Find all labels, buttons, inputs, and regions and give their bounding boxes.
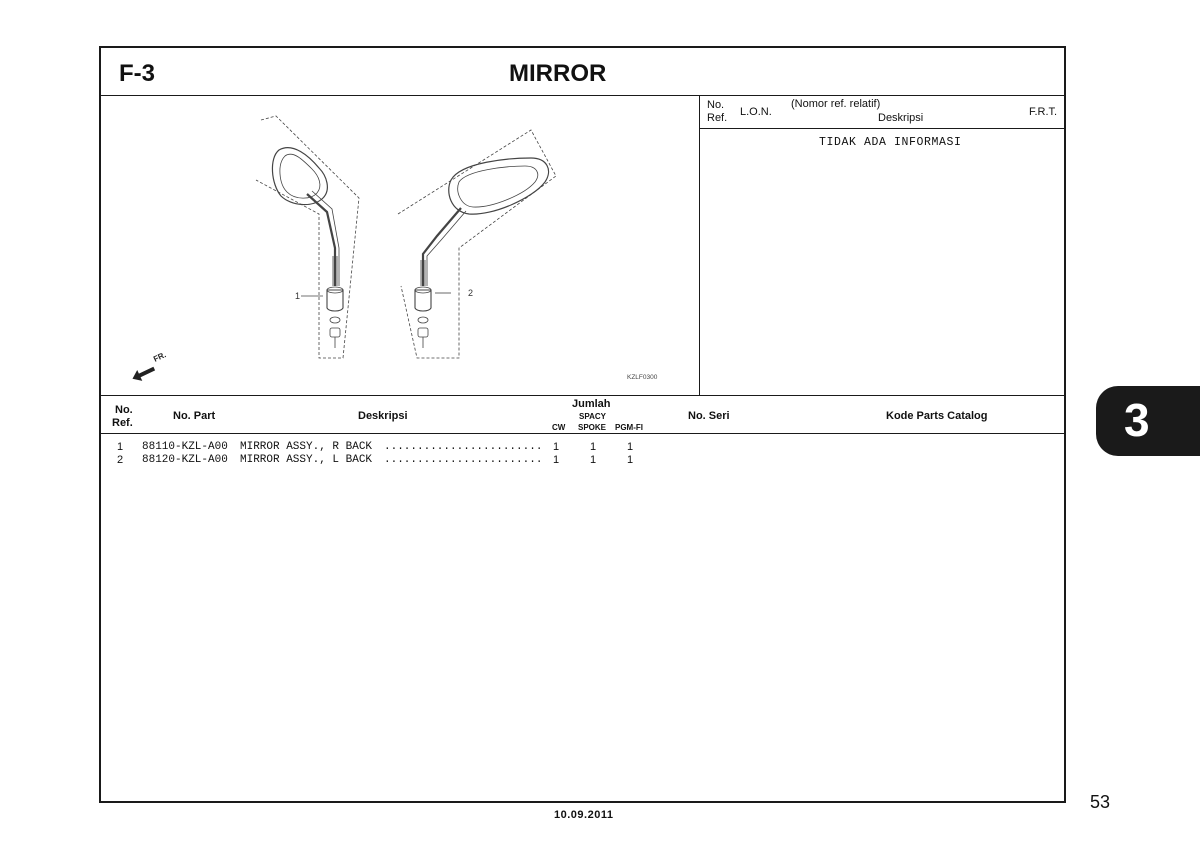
col-header-no-part: No. Part [173, 410, 216, 422]
col-header-no-seri: No. Seri [688, 410, 730, 422]
callout-1: 1 [295, 291, 301, 301]
lon-col-nomor: (Nomor ref. relatif) [791, 98, 881, 110]
mirror-assy-l-drawing [415, 158, 549, 348]
mirror-assy-r-drawing [272, 148, 343, 348]
col-header-spoke: SPOKE [578, 423, 607, 432]
row-qty-pgmfi: 1 [627, 454, 634, 466]
panel-divider [699, 95, 700, 395]
col-header-cw: CW [552, 423, 566, 432]
row-ref: 2 [117, 454, 124, 466]
lon-col-deskripsi: Deskripsi [878, 112, 924, 124]
col-header-jumlah: Jumlah [572, 398, 611, 410]
row-part-number: 88110-KZL-A00 [142, 441, 228, 453]
page-number: 53 [1090, 792, 1111, 812]
footer-date: 10.09.2011 [554, 809, 614, 821]
page-title: MIRROR [509, 60, 607, 87]
catalog-page-frame [99, 46, 1066, 803]
front-direction-arrow-icon [130, 363, 157, 384]
chapter-tab-label: 3 [1124, 394, 1150, 446]
row-description: MIRROR ASSY., L BACK [240, 454, 373, 466]
row-ref: 1 [117, 441, 124, 453]
diagram-bottom-divider [101, 395, 1064, 396]
chapter-tab [1096, 386, 1200, 456]
row-leader-dots: ........................ [384, 454, 543, 466]
row-qty-spoke: 1 [590, 441, 597, 453]
col-header-deskripsi: Deskripsi [358, 410, 408, 422]
group-outline-right [256, 116, 359, 358]
row-qty-cw: 1 [553, 441, 560, 453]
row-description: MIRROR ASSY., R BACK [240, 441, 373, 453]
col-header-ref: Ref. [112, 417, 133, 429]
table-header-divider [101, 433, 1064, 434]
row-qty-cw: 1 [553, 454, 560, 466]
col-header-pgmfi: PGM-FI [615, 423, 643, 432]
lon-col-no: No. [707, 99, 725, 111]
lon-header-divider [699, 128, 1064, 129]
section-code: F-3 [119, 60, 155, 87]
lon-col-frt: F.R.T. [1029, 106, 1058, 118]
row-part-number: 88120-KZL-A00 [142, 454, 228, 466]
mirror-diagram [101, 96, 699, 394]
front-direction-label: FR. [152, 350, 168, 364]
col-header-kode: Kode Parts Catalog [886, 410, 988, 422]
col-header-spacy: SPACY [579, 412, 606, 421]
lon-col-ref: Ref. [707, 112, 728, 124]
callout-2: 2 [468, 288, 474, 298]
row-qty-pgmfi: 1 [627, 441, 634, 453]
row-qty-spoke: 1 [590, 454, 597, 466]
row-leader-dots: ........................ [384, 441, 543, 453]
lon-empty-message: TIDAK ADA INFORMASI [819, 136, 962, 149]
col-header-no: No. [115, 404, 133, 416]
lon-col-lon: L.O.N. [740, 106, 772, 118]
diagram-code: KZLF0300 [627, 374, 658, 381]
